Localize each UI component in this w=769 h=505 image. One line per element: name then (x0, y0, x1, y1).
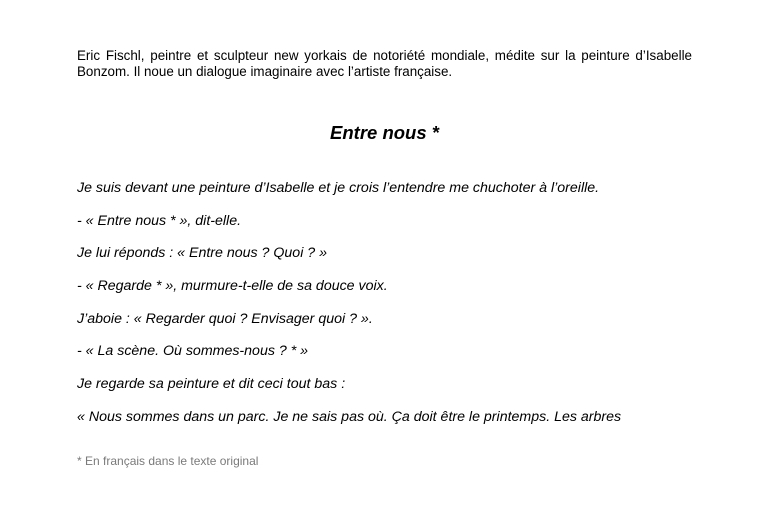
dialogue-line: « Nous sommes dans un parc. Je ne sais pas où. Ça doit être le printemps. Les arbres (77, 408, 622, 425)
text-title: Entre nous * (330, 122, 439, 144)
footnote: * En français dans le texte original (77, 454, 259, 468)
dialogue-lines (77, 178, 717, 440)
dialogue-line: - « Regarde * », murmure-t-elle de sa douce voix. (77, 278, 388, 295)
intro-paragraph: Eric Fischl, peintre et sculpteur new yorkais de notoriété mondiale, médite sur la peinture d’Isabelle Bonzom. Il noue un dialogue imaginaire avec l’artiste française. (77, 48, 692, 79)
dialogue-line: - « Entre nous * », dit-elle. (77, 212, 242, 229)
dialogue-line: Je lui réponds : « Entre nous ? Quoi ? » (77, 245, 328, 262)
dialogue-line: Je suis devant une peinture d’Isabelle et je crois l’entendre me chuchoter à l’oreille. (77, 180, 600, 196)
dialogue-line: Je regarde sa peinture et dit ceci tout bas : (77, 376, 346, 393)
dialogue-line: - « La scène. Où sommes-nous ? * » (77, 343, 309, 360)
dialogue-line: J’aboie : « Regarder quoi ? Envisager quoi ? ». (77, 310, 373, 327)
